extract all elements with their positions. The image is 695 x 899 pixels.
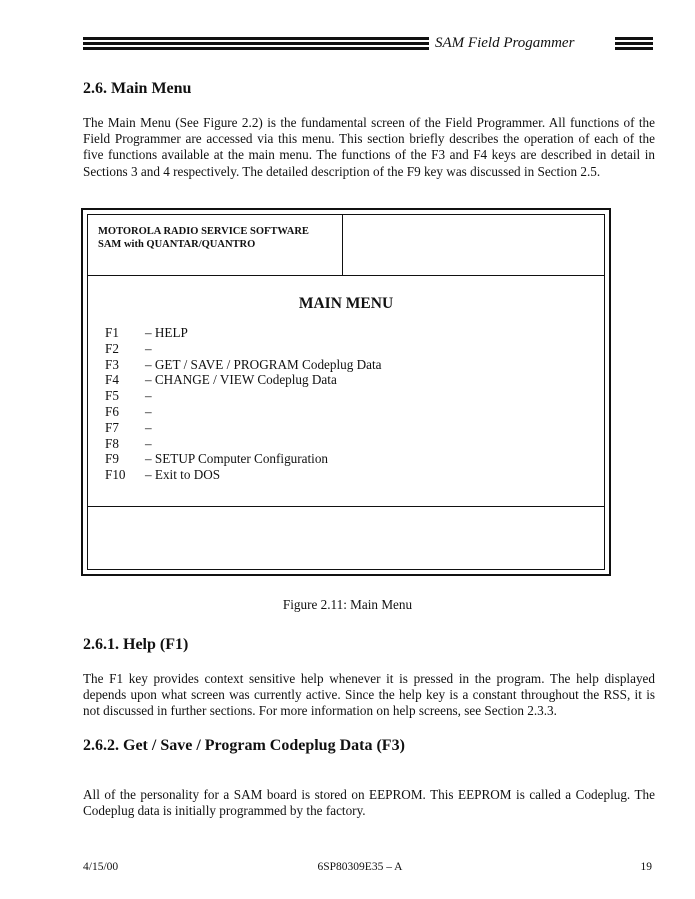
help-paragraph: The F1 key provides context sensitive help whenever it is pressed in the program. The help displayed depends upon what screen was currently active. Since the help key is a constant throughout the RSS, it is not discussed in further sections. For more information on help screens, see Section 2.3.3. — [83, 671, 655, 719]
menu-key: F4 — [105, 372, 119, 388]
menu-item-f3[interactable] — [105, 357, 382, 373]
figure-screen-frame — [87, 214, 605, 570]
menu-key: F3 — [105, 356, 119, 372]
menu-label: – — [145, 419, 152, 435]
menu-item-f2[interactable] — [105, 341, 382, 357]
menu-item-f10[interactable] — [105, 467, 382, 483]
menu-key: F9 — [105, 451, 119, 467]
menu-label: – HELP — [145, 325, 188, 340]
software-subtitle: SAM with QUANTAR/QUANTRO — [98, 239, 256, 250]
menu-item-f8[interactable] — [105, 436, 382, 452]
menu-key: F5 — [105, 388, 119, 404]
section-heading-help: 2.6.1. Help (F1) — [83, 636, 189, 653]
header-rule-left — [83, 37, 429, 52]
figure-title-bar — [88, 215, 604, 276]
menu-list — [105, 325, 382, 483]
menu-item-f7[interactable] — [105, 420, 382, 436]
figure-menu-panel — [88, 276, 604, 507]
menu-label: – SETUP Computer Configuration — [145, 451, 329, 467]
page-header — [83, 33, 653, 59]
menu-title: MAIN MENU — [298, 295, 394, 312]
software-name: MOTOROLA RADIO SERVICE SOFTWARE — [98, 226, 309, 237]
menu-label: – — [145, 340, 152, 356]
section-heading-main-menu: 2.6. Main Menu — [83, 80, 192, 97]
main-menu-figure — [81, 208, 611, 576]
menu-key: F7 — [105, 419, 119, 435]
menu-item-f9[interactable] — [105, 451, 382, 467]
header-rule-right — [615, 37, 653, 52]
menu-key: F2 — [105, 340, 119, 356]
menu-key: F6 — [105, 403, 119, 419]
footer-page-number: 19 — [640, 861, 652, 873]
menu-key: F1 — [105, 325, 119, 340]
section-heading-codeplug: 2.6.2. Get / Save / Program Codeplug Data (F3) — [83, 737, 405, 754]
menu-item-f4[interactable] — [105, 372, 382, 388]
menu-key: F10 — [105, 467, 126, 483]
menu-item-f1[interactable] — [105, 325, 382, 341]
header-title: SAM Field Progammer — [435, 35, 575, 51]
menu-label: – Exit to DOS — [145, 467, 221, 483]
menu-label: – GET / SAVE / PROGRAM Codeplug Data — [145, 356, 382, 372]
menu-key: F8 — [105, 435, 119, 451]
menu-label: – CHANGE / VIEW Codeplug Data — [145, 372, 337, 388]
menu-item-f5[interactable] — [105, 388, 382, 404]
menu-label: – — [145, 435, 152, 451]
codeplug-paragraph: All of the personality for a SAM board is stored on EEPROM. This EEPROM is called a Codeplug. The Codeplug data is initially programmed by the factory. — [83, 787, 655, 819]
menu-label: – — [145, 388, 152, 404]
menu-label: – — [145, 403, 152, 419]
footer-date: 4/15/00 — [83, 861, 119, 873]
footer-doc-number: 6SP80309E35 – A — [317, 861, 403, 873]
main-menu-paragraph: The Main Menu (See Figure 2.2) is the fundamental screen of the Field Programmer. All functions of the Field Programmer are accessed via this menu. This section briefly describes the operation of each of the five functions available at the main menu. The functions of the F3 and F4 keys are described in detail in Sections 3 and 4 respectively. The detailed description of the F9 key was discussed in Section 2.5. — [83, 115, 655, 179]
figure-caption: Figure 2.11: Main Menu — [282, 597, 413, 612]
figure-software-title — [88, 215, 343, 275]
menu-item-f6[interactable] — [105, 404, 382, 420]
